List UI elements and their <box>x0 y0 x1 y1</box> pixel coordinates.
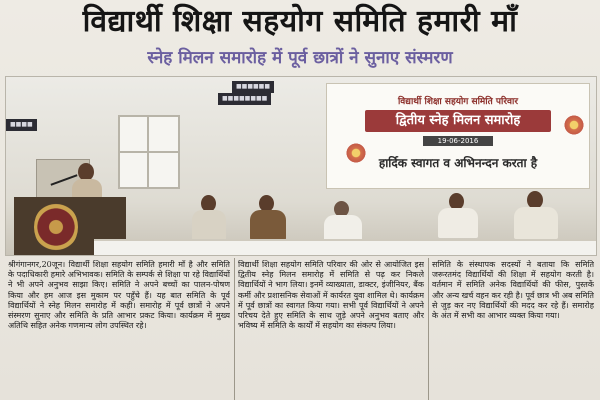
column-divider <box>428 258 429 400</box>
banner-organization: विद्यार्थी शिक्षा सहयोग समिति परिवार <box>397 97 519 107</box>
photo-notice-top: ■■■■■■ <box>232 81 274 93</box>
flower-decoration-icon <box>563 114 585 136</box>
subheadline: स्नेह मिलन समारोह में पूर्व छात्रों ने सुनाए संस्मरण <box>147 48 453 68</box>
banner-welcome-text: हार्दिक स्वागत व अभिनन्दन करता है <box>378 156 538 170</box>
article-column-3: समिति के संस्थापक सदस्यों ने बताया कि समिति जरूरतमंद विद्यार्थियों की शिक्षा में सहयोग करती है। वर्तमान में समिति अनेक विद्यार्थियों की फीस, पुस्तकें और अन्य खर्च वहन कर रही है। पूर्व छात्र भी अब समिति से जुड़ कर नए विद्यार्थियों की मदद कर रहे हैं। समारोह के अंत में सभी का आभार व्यक्त किया गया। <box>432 260 594 321</box>
event-banner <box>326 83 590 189</box>
stage-table <box>94 239 596 256</box>
podium-emblem-icon <box>34 202 78 252</box>
headline: विद्यार्थी शिक्षा सहयोग समिति हमारी माँ <box>82 4 518 39</box>
banner-date: 19-06-2016 <box>423 136 493 146</box>
banner-event-title: द्वितीय स्नेह मिलन समारोह <box>365 110 551 132</box>
article-column-1: श्रीगंगानगर,20जून। विद्यार्थी शिक्षा सहयोग समिति हमारी माँ है और समिति के पदाधिकारी हमारे अभिभावक। समिति के सम्पर्क से शिक्षा पा रहे विद्यार्थियों ने भी अपने अनुभव साझा किए। समिति ने अपने बच्चों का पालन-पोषण किया और हम आज इस मुकाम पर पहुँचे हैं। यह बात समिति के पूर्व विद्यार्थियों ने स्नेह मिलन समारोह में कही। समारोह में पूर्व छात्रों ने अपने संस्मरण सुनाए और समिति के प्रति आभार प्रकट किया। कार्यक्रम में मुख्य अतिथि सहित अनेक गणमान्य लोग उपस्थित रहे। <box>8 260 230 331</box>
article-column-2: विद्यार्थी शिक्षा सहयोग समिति परिवार की ओर से आयोजित इस द्वितीय स्नेह मिलन समारोह में समिति से पढ़ कर निकले विद्यार्थियों ने भाग लिया। इनमें व्याख्याता, डाक्टर, इंजीनियर, बैंक कर्मी और प्रशासनिक सेवाओं में कार्यरत युवा शामिल थे। कार्यक्रम में पूर्व छात्रों का स्वागत किया गया। सभी पूर्व विद्यार्थियों ने अपने परिचय देते हुए समिति के साथ जुड़े अपने अनुभव बताए और भविष्य में समिति के कार्यों में सहयोग का संकल्प लिया। <box>238 260 424 331</box>
photo-window <box>118 115 180 189</box>
photo-notice-mid: ■■■■■■■■ <box>218 93 271 105</box>
column-divider <box>234 258 235 400</box>
event-photo <box>5 76 597 256</box>
photo-notice-left: ■■■■ <box>6 119 37 131</box>
flower-decoration-icon <box>345 142 367 164</box>
